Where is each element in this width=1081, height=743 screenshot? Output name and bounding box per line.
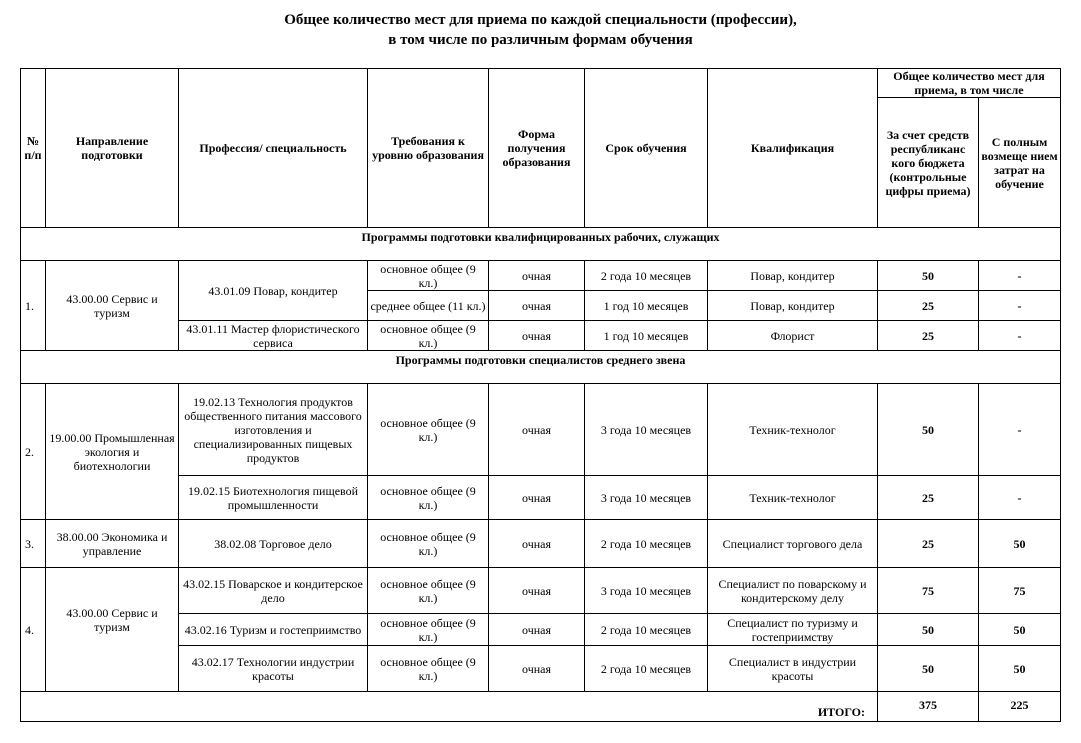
profession-cell: 43.02.17 Технологии индустрии красоты (179, 646, 368, 692)
section-title-specialists: Программы подготовки специалистов среднего звена (21, 351, 1061, 384)
requirements-cell: основное общее (9 кл.) (368, 646, 489, 692)
header-paid: С полным возмеще нием затрат на обучение (979, 98, 1061, 228)
form-cell: очная (489, 568, 585, 614)
direction-cell: 43.00.00 Сервис и туризм (46, 261, 179, 351)
header-direction: Направление подготовки (46, 69, 179, 228)
row-num: 3. (21, 520, 46, 568)
qualification-cell: Повар, кондитер (708, 291, 878, 321)
paid-cell: - (979, 476, 1061, 520)
budget-cell: 75 (878, 568, 979, 614)
total-paid: 225 (979, 692, 1061, 722)
paid-cell: - (979, 291, 1061, 321)
header-profession: Профессия/ специальность (179, 69, 368, 228)
requirements-cell: основное общее (9 кл.) (368, 520, 489, 568)
header-budget: За счет средств республиканс кого бюджета (контрольные цифры приема) (878, 98, 979, 228)
paid-cell: 50 (979, 520, 1061, 568)
qualification-cell: Специалист по поварскому и кондитерскому делу (708, 568, 878, 614)
term-cell: 3 года 10 месяцев (585, 384, 708, 476)
profession-cell: 19.02.13 Технология продуктов общественного питания массового изготовления и специализированных пищевых продуктов (179, 384, 368, 476)
header-form: Форма получения образования (489, 69, 585, 228)
document-title (0, 10, 1081, 50)
form-cell: очная (489, 614, 585, 646)
title-line-2: в том числе по различным формам обучения (388, 32, 693, 48)
header-row-1 (21, 69, 1061, 98)
form-cell: очная (489, 520, 585, 568)
paid-cell: - (979, 384, 1061, 476)
term-cell: 3 года 10 месяцев (585, 476, 708, 520)
table-row (21, 261, 1061, 291)
form-cell: очная (489, 261, 585, 291)
profession-cell: 43.02.16 Туризм и гостеприимство (179, 614, 368, 646)
header-requirements: Требования к уровню образования (368, 69, 489, 228)
direction-cell: 43.00.00 Сервис и туризм (46, 568, 179, 692)
requirements-cell: основное общее (9 кл.) (368, 476, 489, 520)
form-cell: очная (489, 321, 585, 351)
budget-cell: 25 (878, 321, 979, 351)
budget-cell: 50 (878, 614, 979, 646)
form-cell: очная (489, 476, 585, 520)
qualification-cell: Техник-технолог (708, 476, 878, 520)
budget-cell: 50 (878, 646, 979, 692)
title-line-1: Общее количество мест для приема по каждой специальности (профессии), (284, 12, 797, 28)
budget-cell: 25 (878, 520, 979, 568)
admission-table (20, 68, 1061, 722)
qualification-cell: Повар, кондитер (708, 261, 878, 291)
table-row (21, 568, 1061, 614)
table-row (21, 384, 1061, 476)
total-budget: 375 (878, 692, 979, 722)
term-cell: 2 года 10 месяцев (585, 614, 708, 646)
row-num: 4. (21, 568, 46, 692)
budget-cell: 25 (878, 291, 979, 321)
form-cell: очная (489, 646, 585, 692)
paid-cell: - (979, 261, 1061, 291)
profession-cell: 38.02.08 Торговое дело (179, 520, 368, 568)
requirements-cell: основное общее (9 кл.) (368, 568, 489, 614)
term-cell: 3 года 10 месяцев (585, 568, 708, 614)
qualification-cell: Специалист по туризму и гостеприимству (708, 614, 878, 646)
requirements-cell: основное общее (9 кл.) (368, 614, 489, 646)
paid-cell: 50 (979, 614, 1061, 646)
header-total: Общее количество мест для приема, в том числе (878, 69, 1061, 98)
budget-cell: 50 (878, 261, 979, 291)
qualification-cell: Специалист в индустрии красоты (708, 646, 878, 692)
paid-cell: 75 (979, 568, 1061, 614)
total-label: ИТОГО: (21, 692, 878, 722)
direction-cell: 38.00.00 Экономика и управление (46, 520, 179, 568)
budget-cell: 50 (878, 384, 979, 476)
section-row (21, 228, 1061, 261)
form-cell: очная (489, 291, 585, 321)
section-row (21, 351, 1061, 384)
header-qualification: Квалификация (708, 69, 878, 228)
header-term: Срок обучения (585, 69, 708, 228)
qualification-cell: Специалист торгового дела (708, 520, 878, 568)
section-title-workers: Программы подготовки квалифицированных рабочих, служащих (21, 228, 1061, 261)
requirements-cell: основное общее (9 кл.) (368, 321, 489, 351)
requirements-cell: среднее общее (11 кл.) (368, 291, 489, 321)
term-cell: 2 года 10 месяцев (585, 520, 708, 568)
requirements-cell: основное общее (9 кл.) (368, 384, 489, 476)
paid-cell: - (979, 321, 1061, 351)
requirements-cell: основное общее (9 кл.) (368, 261, 489, 291)
header-num: № п/п (21, 69, 46, 228)
form-cell: очная (489, 384, 585, 476)
table-row (21, 520, 1061, 568)
term-cell: 1 год 10 месяцев (585, 321, 708, 351)
paid-cell: 50 (979, 646, 1061, 692)
term-cell: 2 года 10 месяцев (585, 646, 708, 692)
term-cell: 1 год 10 месяцев (585, 291, 708, 321)
profession-cell: 43.02.15 Поварское и кондитерское дело (179, 568, 368, 614)
row-num: 2. (21, 384, 46, 520)
profession-cell: 19.02.15 Биотехнология пищевой промышленности (179, 476, 368, 520)
total-row (21, 692, 1061, 722)
qualification-cell: Техник-технолог (708, 384, 878, 476)
qualification-cell: Флорист (708, 321, 878, 351)
term-cell: 2 года 10 месяцев (585, 261, 708, 291)
direction-cell: 19.00.00 Промышленная экология и биотехнологии (46, 384, 179, 520)
row-num: 1. (21, 261, 46, 351)
profession-cell: 43.01.11 Мастер флористического сервиса (179, 321, 368, 351)
profession-cell: 43.01.09 Повар, кондитер (179, 261, 368, 321)
budget-cell: 25 (878, 476, 979, 520)
